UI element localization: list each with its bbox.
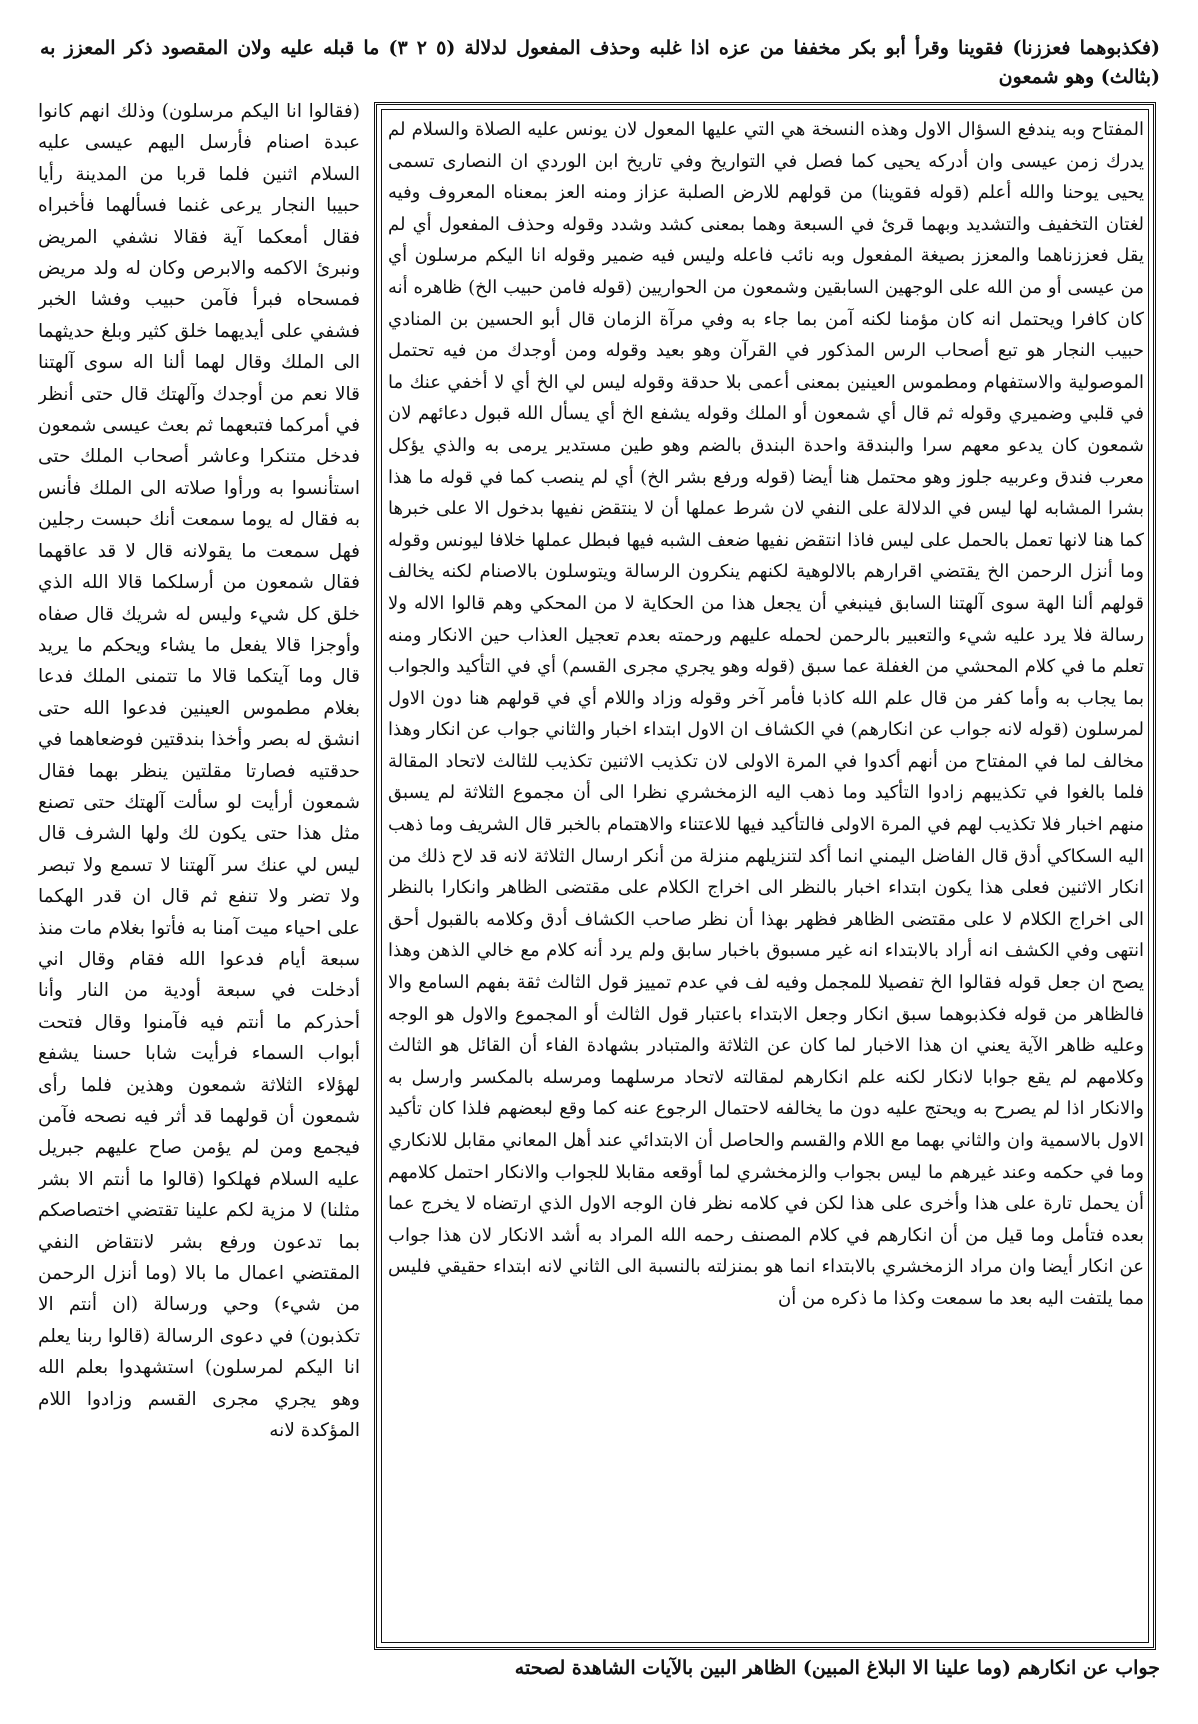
tafsir-text: [38, 96, 360, 1656]
header-text: (فكذبوهما فعززنا) فقوينا وقرأ أبو بكر مخففا من عزه اذا غلبه وحذف المفعول لدلالة (٥ ٢ ٣) ما قبله عليه ولان المقصود ذكر المعزز به (بثالث) وهو شمعون: [40, 37, 1160, 88]
tafsir-paragraph: (فقالوا انا اليكم مرسلون) وذلك انهم كانوا عبدة اصنام فأرسل اليهم عيسى عليه السلام اثنين فلما قربا من المدينة رأيا حبيبا النجار يرعى غنما فسألهما فأخبراه فقال أمعكما آية فقالا نشفي المريض ونبرئ الاكمه والابرص وكان له ولد مريض فمسحاه فبرأ فآمن حبيب وفشا الخبر فشفي على أيديهما خلق كثير وبلغ حديثهما الى الملك وقال لهما ألنا اله سوى آلهتنا قالا نعم من أوجدك وآلهتك قال حتى أنظر في أمركما فتبعهما ثم بعث عيسى شمعون فدخل متنكرا وعاشر أصحاب الملك حتى استأنسوا به ورأوا صلاته الى الملك فأنس به فقال له يوما سمعت أنك حبست رجلين فهل سمعت ما يقولانه قال لا قد عاقهما فقال شمعون من أرسلكما قالا الله الذي خلق كل شيء وليس له شريك قال صفاه وأوجزا قالا يفعل ما يشاء ويحكم ما يريد قال وما آيتكما قالا ما تتمنى الملك فدعا بغلام مطموس العينين فدعوا الله حتى انشق له بصر وأخذا بندقتين فوضعاهما في حدقتيه فصارتا مقلتين ينظر بهما فقال شمعون أرأيت لو سألت آلهتك حتى تصنع مثل هذا حتى يكون لك ولها الشرف قال ليس لي عنك سر آلهتنا لا تسمع ولا تبصر ولا تضر ولا تنفع ثم قال ان قدر الهكما على احياء ميت آمنا به فأتوا بغلام مات منذ سبعة أيام فدعوا الله فقام وقال اني أدخلت في سبعة أودية من النار وأنا أحذركم ما أنتم فيه فآمنوا وقال فتحت أبواب السماء فرأيت شابا حسنا يشفع لهؤلاء الثلاثة شمعون وهذين فلما رأى شمعون أن قولهما قد أثر فيه نصحه فآمن فيجمع ومن لم يؤمن صاح عليهم جبريل عليه السلام فهلكوا (قالوا ما أنتم الا بشر مثلنا) لا مزية لكم علينا تقتضي اختصاصكم بما تدعون ورفع بشر لانتقاض النفي المقتضي اعمال ما بالا (وما أنزل الرحمن من شيء) وحي ورسالة (ان أنتم الا تكذبون) في دعوى الرسالة (قالوا ربنا يعلم انا اليكم لمرسلون) استشهدوا بعلم الله وهو يجري مجرى القسم وزادوا اللام المؤكدة لانه: [38, 101, 360, 1442]
footer-text: جواب عن انكارهم (وما علينا الا البلاغ المبين) الظاهر البين بالآيات الشاهدة لصحته: [514, 1657, 1160, 1679]
commentary-paragraph: المفتاح وبه يندفع السؤال الاول وهذه النسخة هي التي عليها المعول لان يونس عليه الصلاة والسلام لم يدرك زمن عيسى وان أدركه يحيى كما فصل في التواريخ وفي تاريخ ابن الوردي ان النصارى تسمى يحيى يوحنا والله أعلم (قوله فقوينا) من قولهم للارض الصلبة عزاز ومنه العز بمعناه المعروف وفيه لغتان التخفيف والتشديد وبهما قرئ في السبعة وهما بمعنى كشد وشدد وقوله وحذف المفعول أي لم يقل فعززناهما والمعزز بصيغة المفعول وبه نائب فاعله وليس فيه ضمير وقوله انا اليكم مرسلون أي من عيسى أو من الله على الوجهين السابقين وشمعون من الحواريين (قوله فامن حبيب الخ) ظاهره أنه كان كافرا ويحتمل انه كان مؤمنا لكنه آمن بما جاء به وفي مرآة الزمان قال أبو الحسين بن المنادي حبيب النجار هو تبع أصحاب الرس المذكور في القرآن وهو بعيد وقوله ومن أوجدك من فيه تحتمل الموصولية والاستفهام ومطموس العينين بمعنى أعمى بلا حدقة وقوله ليس لي الخ أي لا أخفي عنك ما في قلبي وضميري وقوله ثم قال أي شمعون أو الملك وقوله يشفع الخ أي يسأل الله قبول دعائهم لان شمعون كان يدعو معهم سرا والبندقة واحدة البندق بالضم وهو طين مستدير يرمى به والذي يؤكل معرب فندق وعربيه جلوز وهو محتمل هنا أيضا (قوله ورفع بشر الخ) أي لم ينصب كما في قوله ما هذا بشرا المشابه لها ليس في الدلالة على النفي لان شرط عملها أن لا ينتقض نفيها بدخول الا على خبرها كما هنا لانها تعمل بالحمل على ليس فاذا انتقض نفيها ضعف الشبه فيها فبطل عملها خلافا ليونس وقوله وما أنزل الرحمن الخ يقتضي اقرارهم بالالوهية لكنهم ينكرون الرسالة ويتوسلون بالاصنام لكنه يخالف قولهم ألنا الهة سوى آلهتنا السابق فينبغي أن يجعل هذا من الحكاية لا من المحكي وهم قالوا الاله ولا رسالة فلا يرد عليه شيء والتعبير بالرحمن لحمله عليهم ورحمته بعدم تعجيل العذاب حين الانكار ومنه تعلم ما في كلام المحشي من الغفلة عما سبق (قوله وهو يجري مجرى القسم) أي في التأكيد والجواب بما يجاب به وأما كفر من قال علم الله كاذبا فأمر آخر وقوله وزاد واللام أي في قولهم هنا دون الاول لمرسلون (قوله لانه جواب عن انكارهم) في الكشاف ان الاول ابتداء اخبار والثاني جواب عن انكار وهذا مخالف لما في المفتاح من أنهم أكدوا في المرة الاولى لان تكذيب الاثنين تكذيب للثالث لاتحاد المقالة فلما بالغوا في تكذيبهم زادوا التأكيد وما ذهب اليه الزمخشري نظرا الى أن مجموع الثلاثة لم يسبق منهم اخبار فلا تكذيب لهم في المرة الاولى فالتأكيد فيها للاعتناء والاهتمام بالخبر قال الشريف وما ذهب اليه السكاكي أدق قال الفاضل اليمني انما أكد لتنزيلهم منزلة من أنكر ارسال الثلاثة لانه قد لاح ذلك من انكار الاثنين فعلى هذا يكون ابتداء اخبار بالنظر الى اخراج الكلام على مقتضى الظاهر وانكارا بالنظر الى اخراج الكلام لا على مقتضى الظاهر فظهر بهذا أن نظر صاحب الكشاف أدق وكلامه بالقبول أحق انتهى وفي الكشف انه أراد بالابتداء انه غير مسبوق باخبار سابق ولم يرد أنه كلام مع خالي الذهن وهذا يصح ان جعل قوله فقالوا الخ تفصيلا للمجمل وفيه لف في عدم تمييز قول الثالث ثقة بفهم السامع والا فالظاهر من قوله فكذبوهما سبق انكار وجعل الابتداء باعتبار قول الثالث أو المجموع والاول هو الوجه وعليه ظاهر الآية يعني ان هذا الاخبار لما كان عن الثلاثة والمتبادر بشهادة الفاء أن القائل هو الثالث وكلامهم لم يقع جوابا لانكار لكنه علم انكارهم لمقالته لاتحاد مرسلهما ومرسله بالمكسر وارسل به والانكار اذا لم يصرح به ويحتج عليه دون ما يخالفه لاحتمال الرجوع عنه كما وقع لبعضهم فلذا كان تأكيد الاول بالاسمية وان والثاني بهما مع اللام والقسم والحاصل أن الابتدائي عند أهل المعاني مقابل للانكاري وما في حكمه وعند غيرهم ما ليس بجواب والزمخشري لما أوقعه مقابلا للجواب والانكار احتمل كلامهم أن يحمل تارة على هذا وأخرى على هذا لكن في كلامه نظر فان الوجه الاول الذي ارتضاه لا يخرج عما بعده فتأمل وما قيل من أن انكارهم في كلام المصنف رحمه الله المراد به أشد الانكار لان هذا جواب عن انكار أيضا وان مراد الزمخشري بالابتداء انما هو بمنزلته بالنسبة الى الثاني لانه ابتداء حقيقي فليس مما يلتفت اليه بعد ما سمعت وكذا ما ذكره من أن: [388, 119, 1144, 1309]
commentary-text: [388, 114, 1144, 1634]
